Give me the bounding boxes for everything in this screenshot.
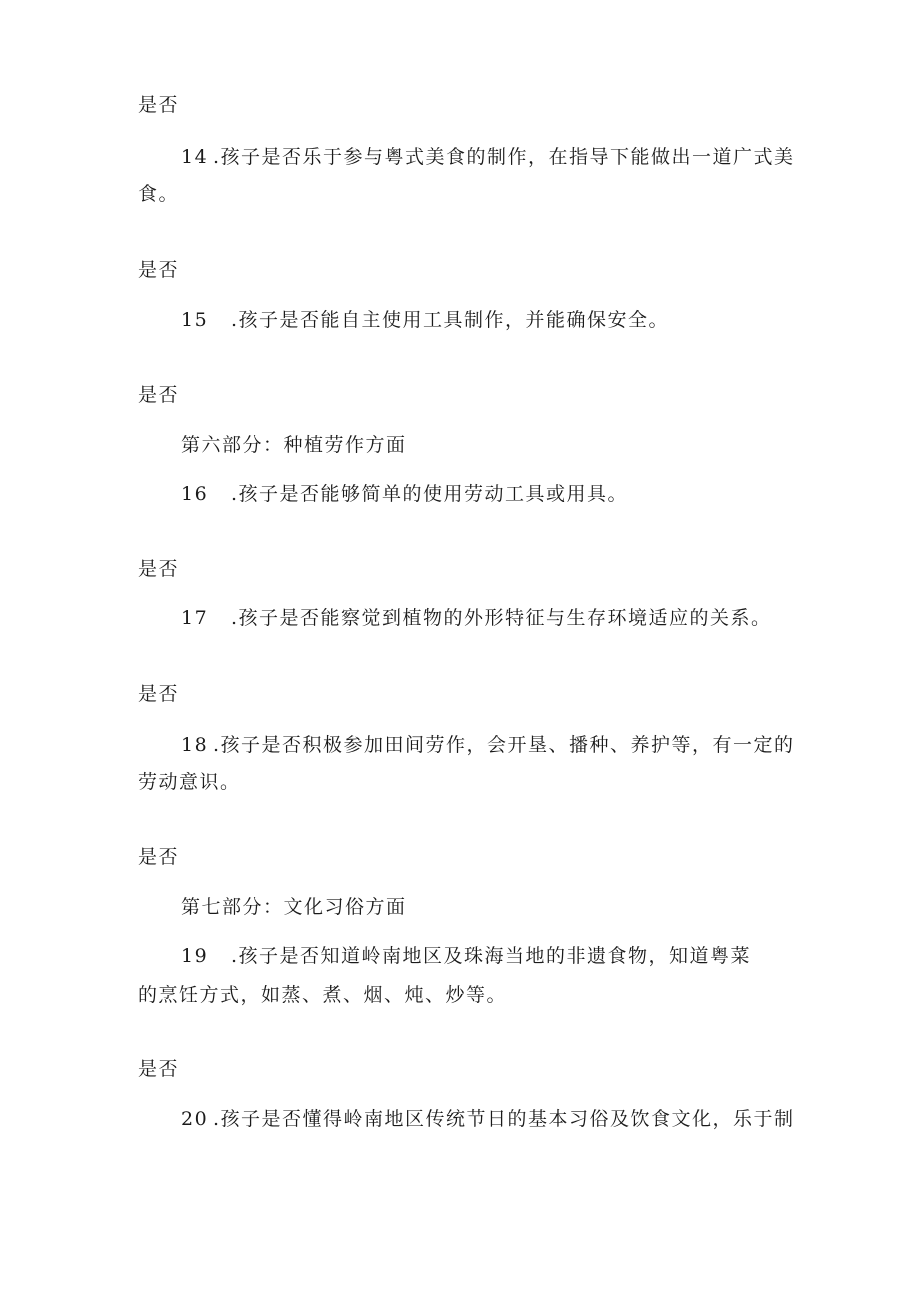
question-17: [181, 606, 772, 630]
question-15: [181, 308, 669, 332]
question-text: .孩子是否知道岭南地区及珠海当地的非遗食物，知道粤菜: [231, 945, 752, 967]
question-number: 18: [181, 734, 209, 756]
answer-label: 是否: [138, 558, 180, 580]
answer-label: 是否: [138, 259, 180, 281]
question-number: 19: [181, 945, 209, 967]
question-text: .孩子是否能自主使用工具制作，并能确保安全。: [231, 309, 670, 331]
question-text: .孩子是否乐于参与粤式美食的制作，在指导下能做出一道广式美: [213, 146, 795, 168]
answer-label: 是否: [138, 94, 180, 116]
question-18: [181, 733, 795, 757]
question-14: [181, 145, 795, 169]
question-number: 14: [181, 146, 209, 168]
question-text: .孩子是否能够简单的使用劳动工具或用具。: [231, 483, 629, 505]
question-18-continuation: 劳动意识。: [138, 771, 241, 793]
question-20: [181, 1107, 795, 1131]
question-number: 20: [181, 1108, 209, 1130]
question-text: .孩子是否懂得岭南地区传统节日的基本习俗及饮食文化，乐于制: [213, 1108, 795, 1130]
question-text: .孩子是否积极参加田间劳作，会开垦、播种、养护等，有一定的: [213, 734, 795, 756]
question-number: 15: [181, 309, 209, 331]
question-number: 16: [181, 483, 209, 505]
answer-label: 是否: [138, 846, 180, 868]
question-19-continuation: 的烹饪方式，如蒸、煮、烟、炖、炒等。: [138, 984, 508, 1006]
question-text: .孩子是否能察觉到植物的外形特征与生存环境适应的关系。: [231, 607, 772, 629]
question-number: 17: [181, 607, 209, 629]
question-14-continuation: 食。: [138, 183, 180, 205]
answer-label: 是否: [138, 683, 180, 705]
question-16: [181, 482, 628, 506]
section-title-7: 第七部分：文化习俗方面: [181, 896, 407, 918]
question-19: [181, 944, 751, 968]
section-title-6: 第六部分：种植劳作方面: [181, 434, 407, 456]
answer-label: 是否: [138, 384, 180, 406]
answer-label: 是否: [138, 1058, 180, 1080]
